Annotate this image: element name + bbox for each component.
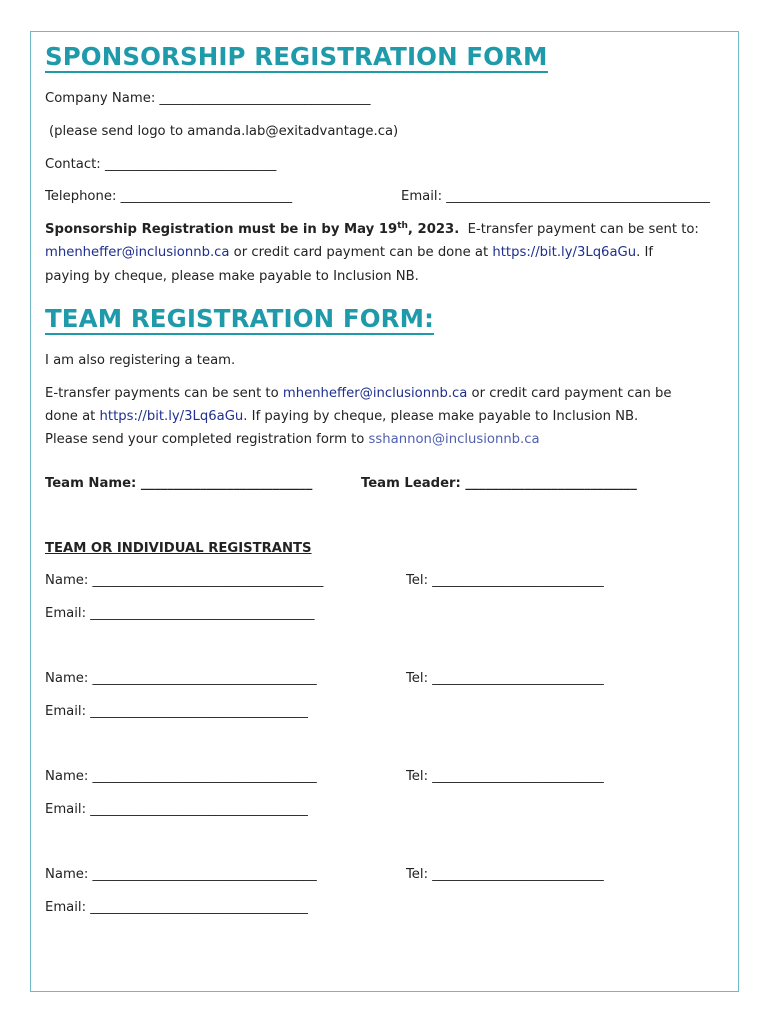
team-cc-text: or credit card payment can be [467, 386, 672, 401]
registrant-name-field[interactable]: Name: ___________________________________ [45, 573, 324, 588]
send-form-email-link[interactable]: sshannon@inclusionnb.ca [368, 432, 540, 447]
registrant-email-field[interactable]: Email: _________________________________ [45, 704, 308, 719]
team-name-field[interactable]: Team Name: __________________________ [45, 476, 313, 491]
contact-field[interactable]: Contact: __________________________ [45, 157, 277, 172]
sponsorship-payment-line [45, 241, 653, 265]
send-form-text: Please send your completed registration form to [45, 432, 369, 447]
etransfer-email-link[interactable]: mhenheffer@inclusionnb.ca [45, 245, 230, 260]
if-text: . If [636, 245, 654, 260]
company-name-field[interactable]: Company Name: ________________________________ [45, 91, 371, 106]
registrant-tel-field[interactable]: Tel: __________________________ [406, 867, 604, 882]
team-payment-line-1 [45, 382, 672, 406]
registrant-tel-field[interactable]: Tel: __________________________ [406, 769, 604, 784]
registrants-heading: TEAM OR INDIVIDUAL REGISTRANTS [45, 541, 312, 556]
etransfer-text: E-transfer payment can be sent to: [459, 222, 699, 237]
registrant-name-field[interactable]: Name: __________________________________ [45, 769, 317, 784]
registrant-email-field[interactable]: Email: __________________________________ [45, 606, 315, 621]
team-leader-field[interactable]: Team Leader: __________________________ [361, 476, 637, 491]
team-cheque-text: . If paying by cheque, please make payable to Inclusion NB. [243, 409, 639, 424]
team-payment-line-3 [45, 428, 540, 452]
registrant-email-field[interactable]: Email: _________________________________ [45, 900, 308, 915]
cheque-text: paying by cheque, please make payable to Inclusion NB. [45, 269, 419, 284]
page-frame [30, 31, 739, 992]
deadline-year: , 2023. [407, 222, 460, 237]
team-done-at-text: done at [45, 409, 100, 424]
sponsorship-title: SPONSORSHIP REGISTRATION FORM [45, 42, 548, 71]
also-registering-text: I am also registering a team. [45, 353, 236, 368]
registrant-name-field[interactable]: Name: __________________________________ [45, 671, 317, 686]
logo-note: (please send logo to amanda.lab@exitadvantage.ca) [49, 124, 399, 139]
email-field[interactable]: Email: ________________________________________ [401, 189, 710, 204]
team-payment-line-2 [45, 405, 638, 429]
deadline-superscript: th [397, 221, 408, 231]
team-cc-payment-link[interactable]: https://bit.ly/3Lq6aGu [99, 409, 244, 424]
deadline-bold-text: Sponsorship Registration must be in by May 19 [45, 222, 398, 237]
registrant-tel-field[interactable]: Tel: __________________________ [406, 671, 604, 686]
telephone-field[interactable]: Telephone: __________________________ [45, 189, 293, 204]
team-title: TEAM REGISTRATION FORM: [45, 304, 435, 333]
registrant-email-field[interactable]: Email: _________________________________ [45, 802, 308, 817]
team-etransfer-email-link[interactable]: mhenheffer@inclusionnb.ca [282, 386, 468, 401]
registrant-tel-field[interactable]: Tel: __________________________ [406, 573, 604, 588]
registrant-name-field[interactable]: Name: __________________________________ [45, 867, 317, 882]
team-etransfer-text: E-transfer payments can be sent to [45, 386, 283, 401]
cc-payment-link[interactable]: https://bit.ly/3Lq6aGu [492, 245, 637, 260]
cc-text: or credit card payment can be done at [229, 245, 493, 260]
sponsorship-deadline-line [45, 218, 699, 242]
